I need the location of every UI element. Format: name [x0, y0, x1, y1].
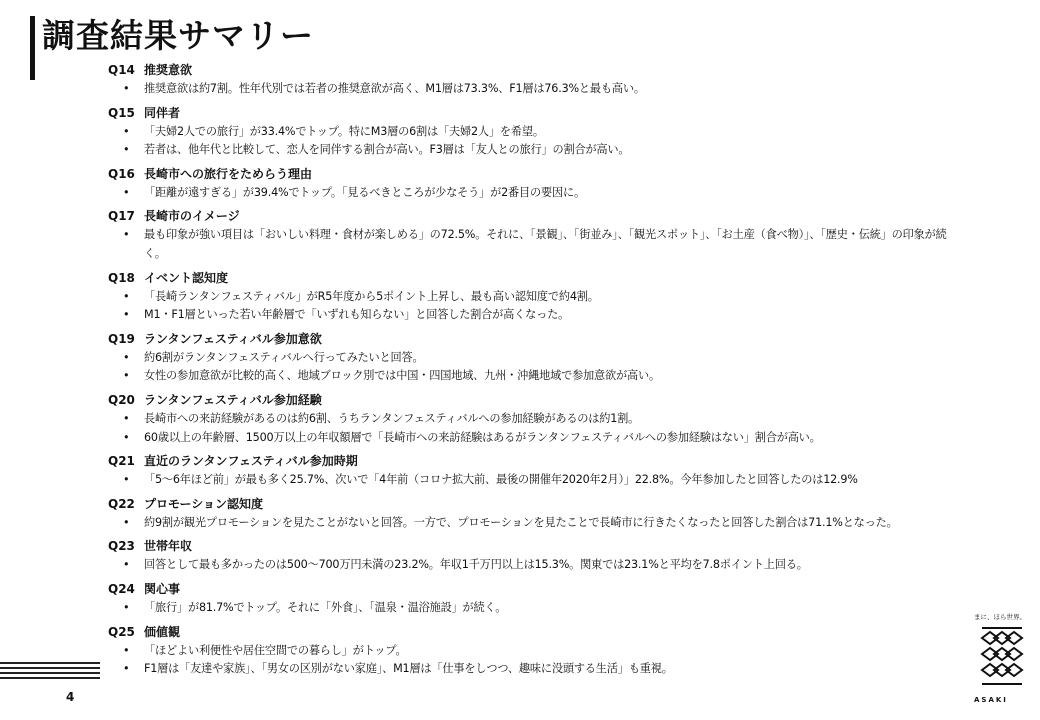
- bullet-list: [108, 514, 968, 533]
- summary-section: [108, 105, 968, 166]
- summary-section: [108, 496, 968, 539]
- bullet-item: • 「距離が遠すぎる」が39.4%でトップ。「見るべきところが少なそう」が2番目の要因に。: [108, 184, 968, 203]
- bullet-list: [108, 80, 968, 99]
- question-number: Q21: [108, 454, 135, 469]
- section-header: [108, 270, 968, 286]
- brand-tagline: まに、ほら世界。: [974, 613, 1026, 621]
- question-number: Q15: [108, 105, 135, 120]
- bullet-item: • 女性の参加意欲が比較的高く、地域ブロック別では中国・四国地域、九州・沖縄地域で参加意欲が高い。: [108, 367, 968, 386]
- summary-section: [108, 62, 968, 105]
- section-heading: ランタンフェスティバル参加意欲: [144, 331, 322, 346]
- bullet-list: [108, 599, 968, 618]
- bullet-item: • 長崎市への来訪経験があるのは約6割、うちランタンフェスティバルへの参加経験があるのは約1割。: [108, 410, 968, 429]
- summary-section: [108, 392, 968, 453]
- question-number: Q20: [108, 392, 135, 407]
- summary-section: [108, 581, 968, 624]
- bullet-item: • 最も印象が強い項目は「おいしい料理・食材が楽しめる」の72.5%。それに、「景観」、「街並み」、「観光スポット」、「お土産（食べ物）」、「歴史・伝統」の印象が続く。: [108, 226, 968, 263]
- question-number: Q23: [108, 539, 135, 554]
- question-number: Q18: [108, 270, 135, 285]
- section-heading: 同伴者: [144, 105, 181, 120]
- bullet-item: • M1・F1層といった若い年齢層で「いずれも知らない」と回答した割合が高くなった。: [108, 306, 968, 325]
- bullet-item: • 「長崎ランタンフェスティバル」がR5年度から5ポイント上昇し、最も高い認知度で約4割。: [108, 288, 968, 307]
- section-heading: プロモーション認知度: [144, 496, 264, 511]
- bullet-list: [108, 642, 968, 679]
- section-heading: 長崎市への旅行をためらう理由: [144, 166, 313, 181]
- bullet-item: • F1層は「友達や家族」、「男女の区別がない家庭」、M1層は「仕事をしつつ、趣味に没頭する生活」も重視。: [108, 660, 968, 679]
- summary-section: [108, 166, 968, 209]
- section-header: [108, 496, 968, 512]
- summary-section: [108, 624, 968, 679]
- section-heading: 関心事: [144, 581, 181, 596]
- bullet-item: • 「旅行」が81.7%でトップ。それに「外食」、「温泉・温浴施設」が続く。: [108, 599, 968, 618]
- brand-wordmark: ASAKI: [974, 696, 1008, 704]
- bullet-item: • 「5～6年ほど前」が最も多く25.7%、次いで「4年前（コロナ拡大前、最後の開催年2020年2月）」22.8%。今年参加したと回答したのは12.9%: [108, 471, 968, 490]
- bullet-item: • 「ほどよい利便性や居住空間での暮らし」がトップ。: [108, 642, 968, 661]
- bullet-list: [108, 349, 968, 386]
- title-accent-bar: [30, 16, 35, 80]
- question-number: Q14: [108, 63, 135, 77]
- summary-section: [108, 270, 968, 331]
- section-header: [108, 392, 968, 408]
- bullet-item: • 約9割が観光プロモーションを見たことがないと回答。一方で、プロモーションを見たことで長崎市に行きたくなったと回答した割合は71.1%となった。: [108, 514, 968, 533]
- bullet-item: • 推奨意欲は約7割。性年代別では若者の推奨意欲が高く、M1層は73.3%、F1層は76.3%と最も高い。: [108, 80, 968, 99]
- section-header: [108, 166, 968, 182]
- section-heading: 直近のランタンフェスティバル参加時期: [144, 454, 358, 469]
- bullet-list: [108, 471, 968, 490]
- brand-logo: [974, 612, 1030, 712]
- section-header: [108, 105, 968, 121]
- decorative-lines: [0, 662, 100, 682]
- bullet-list: [108, 123, 968, 160]
- bullet-list: [108, 184, 968, 203]
- summary-section: [108, 538, 968, 581]
- section-header: [108, 208, 968, 224]
- summary-section: [108, 453, 968, 496]
- bullet-item: • 回答として最も多かったのは500～700万円未満の23.2%。年収1千万円以上は15.3%。関東では23.1%と平均を7.8ポイント上回る。: [108, 556, 968, 575]
- summary-section: [108, 331, 968, 392]
- section-heading: 価値観: [144, 624, 181, 639]
- section-header: [108, 62, 968, 78]
- brand-mark-icon: [980, 624, 1024, 690]
- section-header: [108, 453, 968, 469]
- bullet-item: • 60歳以上の年齢層、1500万以上の年収額層で「長崎市への来訪経験はあるがランタンフェスティバルへの参加経験はない」割合が高い。: [108, 429, 968, 448]
- bullet-list: [108, 556, 968, 575]
- section-heading: 長崎市のイメージ: [144, 209, 240, 224]
- question-number: Q17: [108, 209, 135, 224]
- section-heading: イベント認知度: [144, 270, 229, 285]
- bullet-list: [108, 410, 968, 447]
- section-header: [108, 624, 968, 640]
- bullet-item: • 若者は、他年代と比較して、恋人を同伴する割合が高い。F3層は「友人との旅行」の割合が高い。: [108, 141, 968, 160]
- section-header: [108, 538, 968, 554]
- summary-section: [108, 208, 968, 269]
- section-heading: ランタンフェスティバル参加経験: [144, 392, 322, 407]
- question-number: Q16: [108, 166, 135, 181]
- page-number: 4: [66, 690, 75, 704]
- page-title: 調査結果サマリー: [42, 16, 314, 55]
- bullet-list: [108, 288, 968, 325]
- bullet-item: • 「夫婦2人での旅行」が33.4%でトップ。特にM3層の6割は「夫婦2人」を希望。: [108, 123, 968, 142]
- bullet-item: • 約6割がランタンフェスティバルへ行ってみたいと回答。: [108, 349, 968, 368]
- question-number: Q22: [108, 496, 135, 511]
- section-header: [108, 581, 968, 597]
- section-heading: 推奨意欲: [144, 63, 193, 77]
- question-number: Q24: [108, 581, 135, 596]
- question-number: Q19: [108, 331, 135, 346]
- section-heading: 世帯年収: [144, 539, 193, 554]
- question-number: Q25: [108, 624, 135, 639]
- bullet-list: [108, 226, 968, 263]
- summary-content: [108, 62, 968, 679]
- section-header: [108, 331, 968, 347]
